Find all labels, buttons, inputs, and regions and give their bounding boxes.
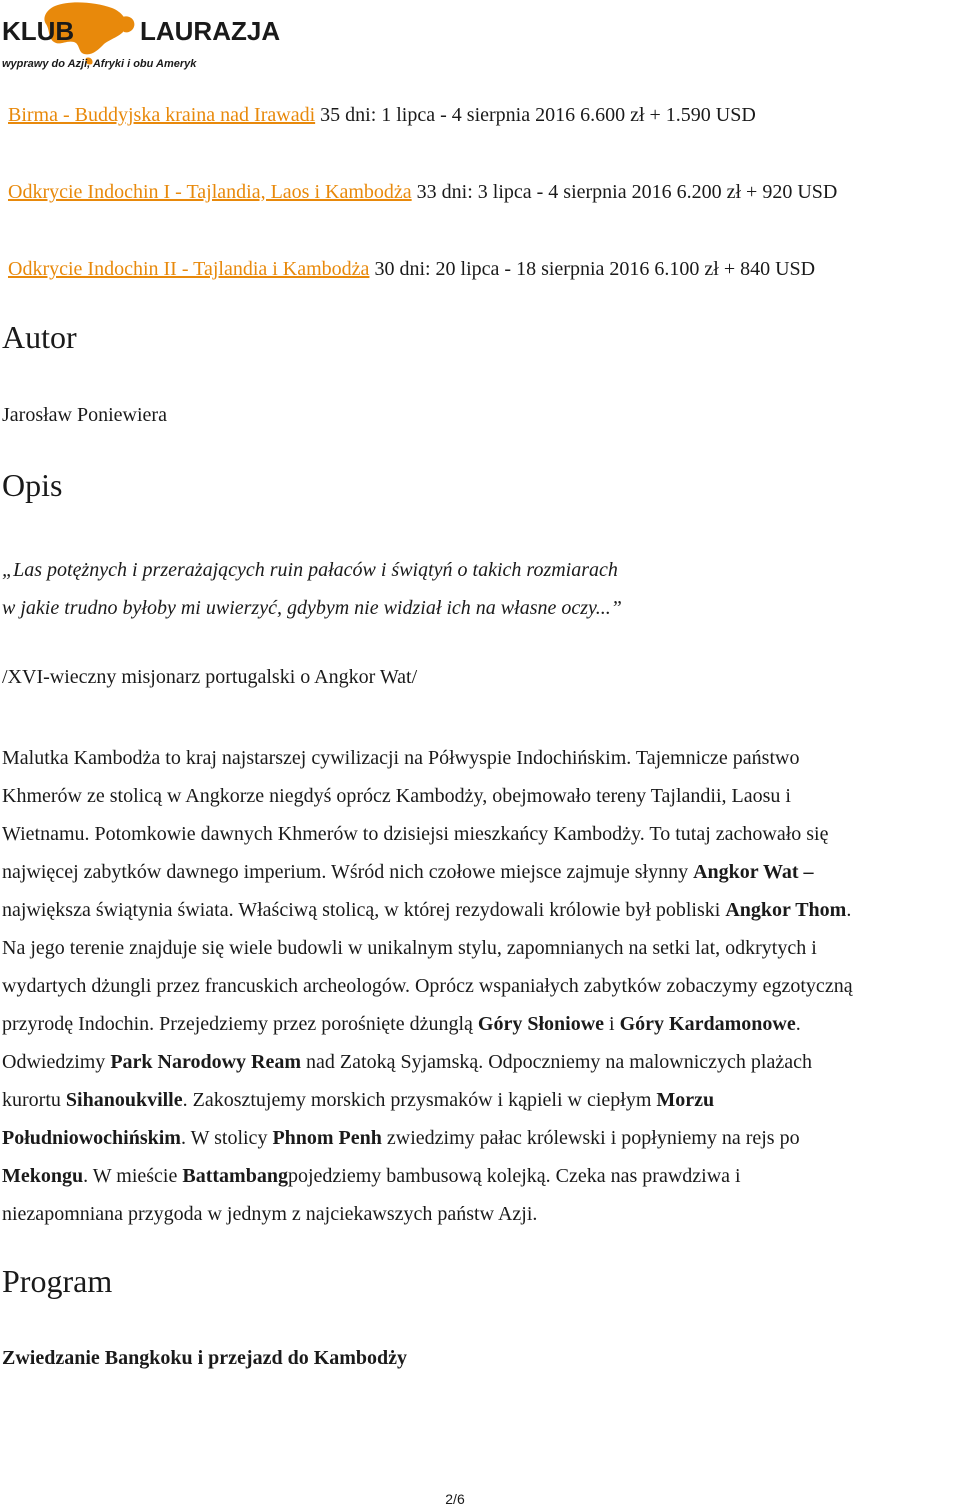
highlighted-place: Mekongu [2, 1165, 84, 1187]
paragraph-line [2, 1081, 960, 1119]
description-paragraph [2, 739, 960, 1233]
trip-details: 35 dni: 1 lipca - 4 sierpnia 2016 6.600 zł + 1.590 USD [315, 104, 756, 126]
paragraph-line [2, 739, 960, 777]
paragraph-line [2, 777, 960, 815]
day-title: Zwiedzanie Bangkoku i przejazd do Kambodży [2, 1347, 408, 1369]
trip-link[interactable]: Odkrycie Indochin I - Tajlandia, Laos i Kambodża [8, 181, 412, 203]
text-segment: kurortu [2, 1089, 66, 1111]
highlighted-place: Góry Kardamonowe [619, 1013, 796, 1035]
quote-source: /XVI-wieczny misjonarz portugalski o Angkor Wat/ [2, 666, 418, 688]
text-segment: przyrodę Indochin. Przejedziemy przez porośnięte dżunglą [2, 1013, 478, 1035]
text-segment: zwiedzimy pałac królewski i popłyniemy na rejs po [381, 1127, 800, 1149]
text-segment: Na jego terenie znajduje się wiele budowli w unikalnym stylu, zapomnianych na setki lat, odkrytych i [2, 937, 817, 959]
highlighted-place: Park Narodowy Ream [110, 1051, 302, 1073]
globe-map-icon [0, 0, 300, 72]
trip-link[interactable]: Odkrycie Indochin II - Tajlandia i Kambodża [8, 258, 370, 280]
trip-details: 33 dni: 3 lipca - 4 sierpnia 2016 6.200 zł + 920 USD [411, 181, 838, 203]
trip-item [8, 180, 837, 204]
text-segment: nad Zatoką Syjamską. Odpoczniemy na malowniczych plażach [301, 1051, 812, 1073]
text-segment: i [604, 1013, 620, 1035]
author-heading: Autor [2, 319, 77, 355]
quote-line: „Las potężnych i przerażających ruin pałaców i świątyń o takich rozmiarach [2, 559, 618, 581]
logo-name-right: LAURAZJA [140, 16, 281, 46]
highlighted-place: Góry Słoniowe [477, 1013, 605, 1035]
highlighted-place: Morzu [656, 1089, 715, 1111]
trip-item [8, 257, 815, 281]
text-segment: Malutka Kambodża to kraj najstarszej cywilizacji na Półwyspie Indochińskim. Tajemnicze państwo [2, 747, 800, 769]
text-segment: Odwiedzimy [2, 1051, 111, 1073]
quote [2, 551, 622, 627]
paragraph-line [2, 1043, 960, 1081]
trip-details: 30 dni: 20 lipca - 18 sierpnia 2016 6.100 zł + 840 USD [369, 258, 816, 280]
paragraph-line [2, 929, 960, 967]
text-segment: wydartych dżungli przez francuskich archeologów. Oprócz wspaniałych zabytków zobaczymy egzotyczną [2, 975, 853, 997]
trip-link[interactable]: Birma - Buddyjska kraina nad Irawadi [8, 104, 316, 126]
text-segment: . Zakosztujemy morskich przysmaków i kąpieli w ciepłym [182, 1089, 657, 1111]
text-segment: . [846, 899, 852, 921]
text-segment: pojedziemy bambusową kolejką. Czeka nas prawdziwa i [287, 1165, 741, 1187]
logo-name-left: KLUB [2, 16, 75, 46]
paragraph-line [2, 853, 960, 891]
paragraph-line [2, 1119, 960, 1157]
text-segment: Wietnamu. Potomkowie dawnych Khmerów to dzisiejsi mieszkańcy Kambodży. To tutaj zachowało się [2, 823, 829, 845]
paragraph-line [2, 1005, 960, 1043]
text-segment: . [795, 1013, 801, 1035]
highlighted-place: Południowochińskim [2, 1127, 181, 1149]
text-segment: . W stolicy [180, 1127, 273, 1149]
club-logo[interactable] [0, 0, 300, 72]
paragraph-line [2, 891, 960, 929]
author-name: Jarosław Poniewiera [2, 404, 167, 426]
highlighted-place: Phnom Penh [272, 1127, 382, 1149]
text-segment: Khmerów ze stolicą w Angkorze niegdyś oprócz Kambodży, obejmowało tereny Tajlandii, Laosu i [2, 785, 791, 807]
highlighted-place: Angkor Wat – [693, 861, 814, 883]
text-segment: niezapomniana przygoda w jednym z najciekawszych państw Azji. [2, 1203, 538, 1225]
program-heading: Program [2, 1263, 113, 1299]
highlighted-place: Battambang [182, 1165, 288, 1187]
paragraph-line [2, 815, 960, 853]
text-segment: . W mieście [83, 1165, 183, 1187]
trip-item [8, 103, 756, 127]
text-segment: największa świątynia świata. Właściwą stolicą, w której rezydowali królowie był pobliski [2, 899, 726, 921]
text-segment: najwięcej zabytków dawnego imperium. Wśród nich czołowe miejsce zajmuje słynny [2, 861, 694, 883]
highlighted-place: Sihanoukville [65, 1089, 183, 1111]
paragraph-line [2, 1157, 960, 1195]
page-number: 2/6 [445, 1491, 465, 1507]
paragraph-line [2, 1195, 960, 1233]
description-heading: Opis [2, 467, 63, 503]
highlighted-place: Angkor Thom [725, 899, 847, 921]
logo-tagline: wyprawy do Azji, Afryki i obu Ameryk [2, 58, 197, 70]
paragraph-line [2, 967, 960, 1005]
quote-line: w jakie trudno byłoby mi uwierzyć, gdybym nie widział ich na własne oczy...” [2, 597, 622, 619]
